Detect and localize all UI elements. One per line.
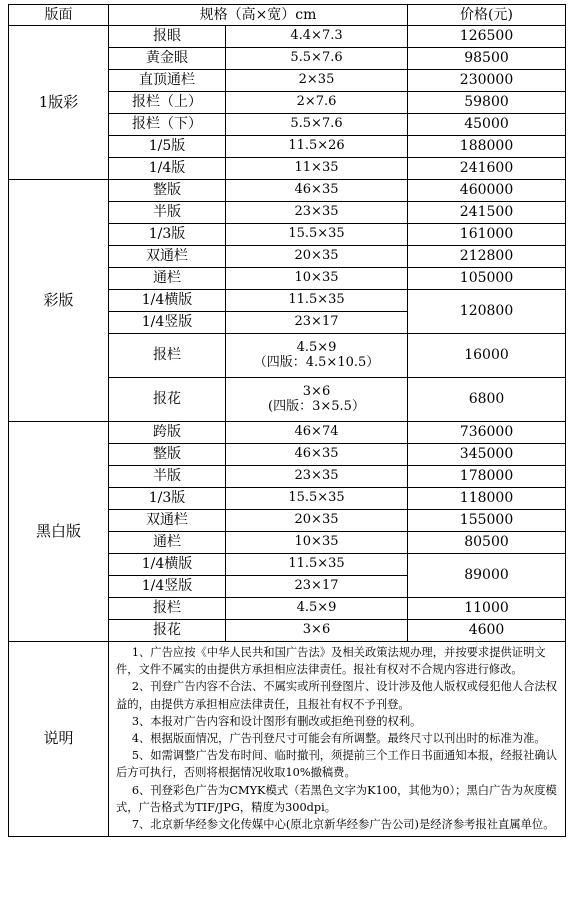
- header-section: 版面: [9, 5, 109, 26]
- ad-name: 1/4竖版: [109, 312, 226, 334]
- ad-name: 双通栏: [109, 510, 226, 532]
- ad-name: 1/4横版: [109, 290, 226, 312]
- ad-spec: 46×35: [226, 180, 408, 202]
- ad-price: 230000: [408, 70, 566, 92]
- ad-name: 报花: [109, 378, 226, 422]
- ad-name: 1/3版: [109, 224, 226, 246]
- ad-spec-line: 4.5×9: [296, 339, 337, 355]
- ad-spec: 5.5×7.6: [226, 114, 408, 136]
- ad-price: 118000: [408, 488, 566, 510]
- ad-spec: 23×17: [226, 312, 408, 334]
- ad-spec: 11.5×26: [226, 136, 408, 158]
- ad-spec-note: （四版：4.5×10.5）: [253, 354, 380, 370]
- ad-name: 1/5版: [109, 136, 226, 158]
- ad-name: 1/3版: [109, 488, 226, 510]
- note-item: 6、刊登彩色广告为CMYK模式（若黑色文字为K100，其他为0）；黑白广告为灰度模式，广告格式为TIF/JPG，精度为300dpi。: [116, 783, 557, 814]
- ad-price: 345000: [408, 444, 566, 466]
- header-price: 价格(元): [408, 5, 566, 26]
- ad-spec: 10×35: [226, 532, 408, 554]
- ad-spec: 46×74: [226, 422, 408, 444]
- ad-name: 报栏（上）: [109, 92, 226, 114]
- ad-price: 105000: [408, 268, 566, 290]
- ad-name: 跨版: [109, 422, 226, 444]
- ad-spec: 10×35: [226, 268, 408, 290]
- section-label: 彩版: [9, 180, 109, 422]
- ad-name: 1/4竖版: [109, 576, 226, 598]
- ad-name: 半版: [109, 202, 226, 224]
- ad-name: 半版: [109, 466, 226, 488]
- notes-row: [9, 642, 566, 837]
- ad-name: 报栏（下）: [109, 114, 226, 136]
- ad-spec: 11.5×35: [226, 554, 408, 576]
- note-item: 7、北京新华经参文化传媒中心(原北京新华经参广告公司)是经济参考报社直属单位。: [131, 818, 555, 832]
- table-row: [9, 422, 566, 444]
- ad-spec: 2×35: [226, 70, 408, 92]
- ad-price: 59800: [408, 92, 566, 114]
- ad-name: 整版: [109, 180, 226, 202]
- ad-price: 89000: [408, 554, 566, 598]
- ad-price: 11000: [408, 598, 566, 620]
- ad-spec: 4.4×7.3: [226, 26, 408, 48]
- ad-price: 120800: [408, 290, 566, 334]
- ad-spec: 15.5×35: [226, 488, 408, 510]
- ad-name: 1/4横版: [109, 554, 226, 576]
- ad-spec: 11.5×35: [226, 290, 408, 312]
- ad-price: 16000: [408, 334, 566, 378]
- ad-name: 直顶通栏: [109, 70, 226, 92]
- note-item: 1、广告应按《中华人民共和国广告法》及相关政策法规办理，并按要求提供证明文件，文件不属实的由提供方承担相应法律责任。报社有权对不合规内容进行修改。: [116, 646, 546, 677]
- header-row: [9, 5, 566, 26]
- ad-name: 黄金眼: [109, 48, 226, 70]
- note-item: 3、本报对广告内容和设计图形有删改或拒绝刊登的权利。: [131, 714, 422, 728]
- ad-spec: 11×35: [226, 158, 408, 180]
- ad-spec: [226, 378, 408, 422]
- ad-price: 155000: [408, 510, 566, 532]
- ad-price: 460000: [408, 180, 566, 202]
- ad-spec: 15.5×35: [226, 224, 408, 246]
- ad-price: 178000: [408, 466, 566, 488]
- ad-price: 4600: [408, 620, 566, 642]
- ad-spec: 5.5×7.6: [226, 48, 408, 70]
- section-label: 黑白版: [9, 422, 109, 642]
- ad-spec: 23×17: [226, 576, 408, 598]
- ad-name: 报栏: [109, 598, 226, 620]
- ad-price: 241600: [408, 158, 566, 180]
- ad-name: 通栏: [109, 268, 226, 290]
- ad-spec: [226, 334, 408, 378]
- ad-name: 通栏: [109, 532, 226, 554]
- table-row: [9, 26, 566, 48]
- ad-spec: 3×6: [226, 620, 408, 642]
- table-row: [9, 180, 566, 202]
- ad-spec-line: 3×6: [302, 383, 331, 399]
- ad-spec: 20×35: [226, 246, 408, 268]
- ad-price: 126500: [408, 26, 566, 48]
- ad-name: 双通栏: [109, 246, 226, 268]
- ad-price: 241500: [408, 202, 566, 224]
- note-item: 5、如需调整广告发布时间、临时撤刊，须提前三个工作日书面通知本报，经报社确认后方可执行，否则将根据情况收取10%撤稿费。: [116, 749, 557, 780]
- ad-name: 报眼: [109, 26, 226, 48]
- ad-name: 整版: [109, 444, 226, 466]
- note-item: 4、根据版面情况，广告刊登尺寸可能会有所调整。最终尺寸以刊出时的标准为准。: [131, 732, 546, 746]
- ad-price: 45000: [408, 114, 566, 136]
- ad-spec: 20×35: [226, 510, 408, 532]
- note-item: 2、刊登广告内容不合法、不属实或所刊登图片、设计涉及他人版权或侵犯他人合法权益的，由提供方承担相应法律责任，且报社有权不予刊登。: [116, 680, 557, 711]
- section-label: 1版彩: [9, 26, 109, 180]
- ad-price: 736000: [408, 422, 566, 444]
- ad-spec: 23×35: [226, 202, 408, 224]
- ad-price: 161000: [408, 224, 566, 246]
- ad-spec: 23×35: [226, 466, 408, 488]
- notes-label: 说明: [9, 642, 109, 837]
- ad-price: 188000: [408, 136, 566, 158]
- notes-body: [109, 642, 566, 837]
- ad-spec-note: (四版：3×5.5）: [268, 398, 365, 414]
- ad-spec: 4.5×9: [226, 598, 408, 620]
- header-spec: 规格（高×宽）cm: [109, 5, 408, 26]
- ad-spec: 2×7.6: [226, 92, 408, 114]
- ad-name: 报花: [109, 620, 226, 642]
- ad-price: 6800: [408, 378, 566, 422]
- ad-price: 98500: [408, 48, 566, 70]
- ad-price: 80500: [408, 532, 566, 554]
- ad-name: 1/4版: [109, 158, 226, 180]
- ad-spec: 46×35: [226, 444, 408, 466]
- ad-price: 212800: [408, 246, 566, 268]
- ad-rate-table: [8, 4, 566, 837]
- ad-name: 报栏: [109, 334, 226, 378]
